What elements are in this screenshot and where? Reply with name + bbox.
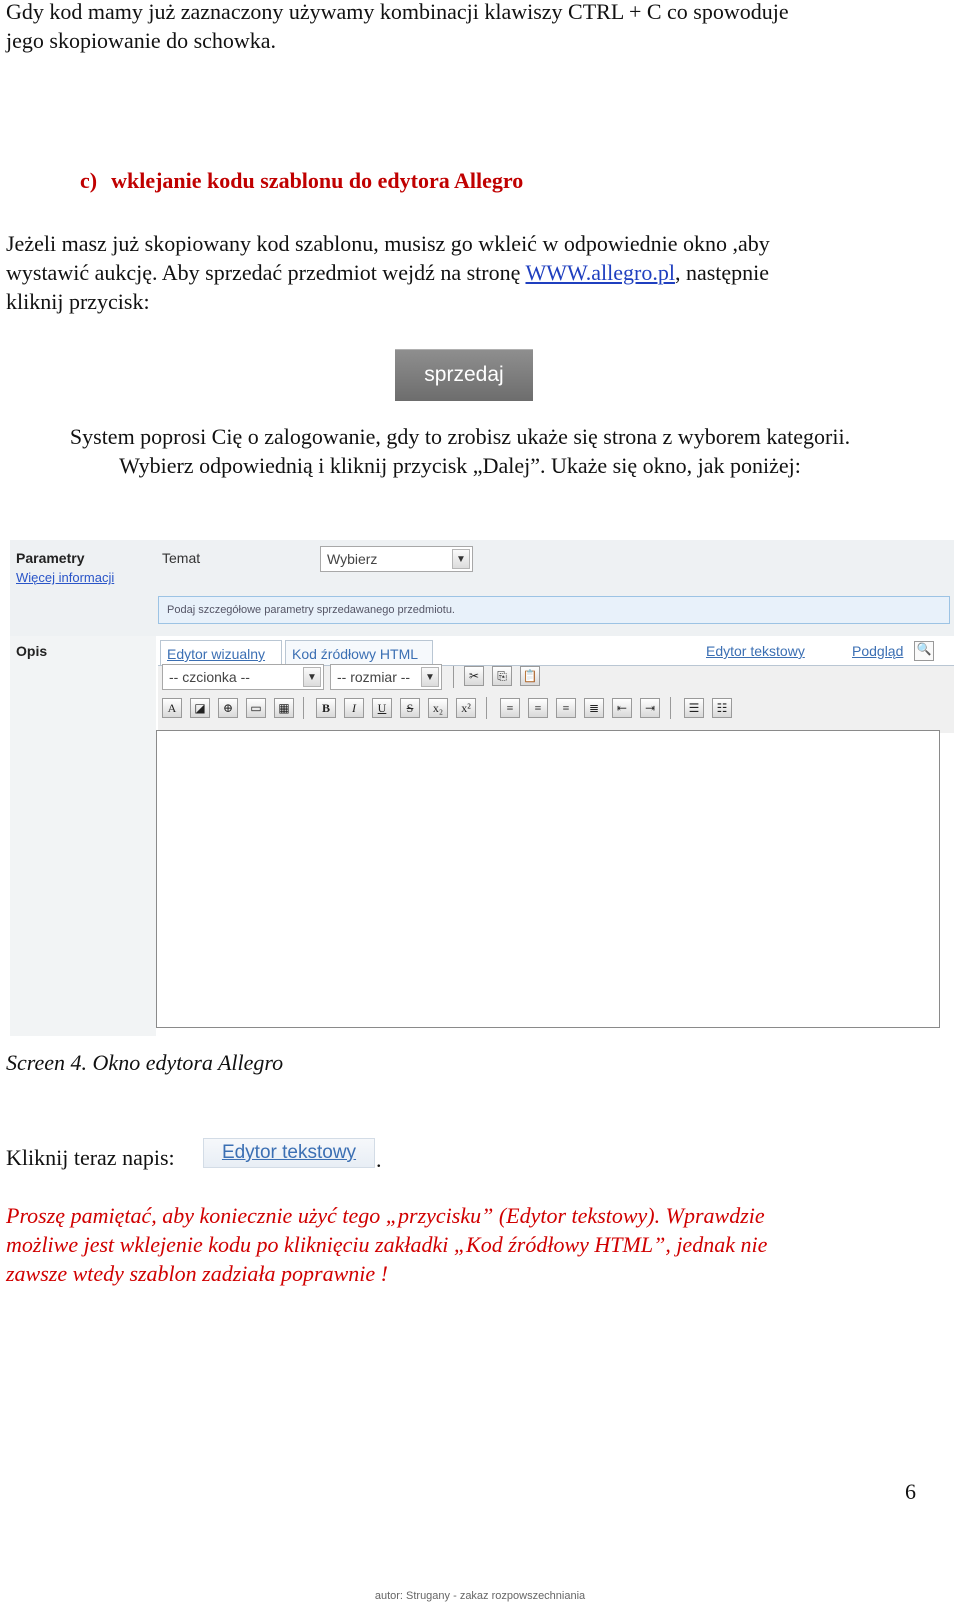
link-icon[interactable]: ⊕: [218, 698, 238, 718]
bullet-list-icon[interactable]: ☷: [712, 698, 732, 718]
para1-line-2: [6, 258, 769, 287]
opis-strip: [10, 636, 156, 1036]
temat-label: Temat: [162, 550, 201, 566]
strike-button[interactable]: S: [400, 698, 420, 718]
temat-select-value: Wybierz: [327, 551, 378, 567]
tab-html-source[interactable]: Kod źródłowy HTML: [285, 640, 433, 666]
highlight-icon[interactable]: ◪: [190, 698, 210, 718]
chevron-down-icon: ▼: [421, 667, 439, 687]
toolbar-separator: [453, 666, 454, 688]
click-period: .: [376, 1147, 382, 1172]
warning-line-2: możliwe jest wklejenie kodu po kliknięciu zakładki „Kod źródłowy HTML”, jednak nie: [6, 1232, 768, 1257]
image-icon[interactable]: ▭: [246, 698, 266, 718]
warning-line-3: zawsze wtedy szablon zadziała poprawnie !: [6, 1261, 388, 1286]
font-color-icon[interactable]: A: [162, 698, 182, 718]
section-title: wklejanie kodu szablonu do edytora Allegro: [111, 168, 524, 193]
temat-select[interactable]: [320, 546, 473, 572]
screen-caption: Screen 4. Okno edytora Allegro: [6, 1050, 284, 1075]
copy-icon[interactable]: ⎘: [492, 666, 512, 686]
table-icon[interactable]: ▦: [274, 698, 294, 718]
para2-line-2: Wybierz odpowiednią i kliknij przycisk „Dalej”. Ukaże się okno, jak poniżej:: [119, 453, 801, 478]
superscript-button[interactable]: x²: [456, 698, 476, 718]
chevron-down-icon: ▼: [452, 549, 470, 569]
italic-button[interactable]: I: [344, 698, 364, 718]
align-right-icon[interactable]: ≡: [556, 698, 576, 718]
size-select[interactable]: [330, 664, 442, 690]
opis-label: Opis: [16, 643, 48, 659]
allegro-link[interactable]: WWW.allegro.pl: [525, 260, 675, 285]
page-number: 6: [905, 1479, 916, 1504]
preview-link[interactable]: Podgląd: [852, 643, 904, 659]
cut-icon[interactable]: ✂: [464, 666, 484, 686]
intro-line-2: jego skopiowanie do schowka.: [6, 28, 277, 53]
para1-line-2-text: wystawić aukcję. Aby sprzedać przedmiot wejdź na stronę: [6, 260, 526, 285]
subscript-button[interactable]: x₂: [428, 698, 448, 718]
preview-icon[interactable]: 🔍: [914, 641, 934, 661]
para2-line-1: System poprosi Cię o zalogowanie, gdy to zrobisz ukaże się strona z wyborem kategorii.: [69, 424, 851, 449]
align-left-icon[interactable]: ≡: [500, 698, 520, 718]
tab-visual-editor[interactable]: Edytor wizualny: [160, 640, 282, 666]
params-hint: Podaj szczegółowe parametry sprzedawanego przedmiotu.: [158, 596, 950, 624]
warning-line-1: Proszę pamiętać, aby koniecznie użyć tego „przycisku” (Edytor tekstowy). Wprawdzie: [6, 1203, 765, 1228]
text-editor-button-image: Edytor tekstowy: [203, 1138, 375, 1168]
font-select[interactable]: [162, 664, 324, 690]
toolbar-separator: [486, 697, 487, 719]
more-info-link[interactable]: Więcej informacji: [16, 570, 115, 585]
para1-line-2-tail: , następnie: [674, 260, 770, 285]
chevron-down-icon: ▼: [303, 667, 321, 687]
outdent-icon[interactable]: ⇤: [612, 698, 632, 718]
toolbar-separator: [670, 697, 671, 719]
indent-icon[interactable]: ⇥: [640, 698, 660, 718]
align-center-icon[interactable]: ≡: [528, 698, 548, 718]
align-justify-icon[interactable]: ≣: [584, 698, 604, 718]
underline-button[interactable]: U: [372, 698, 392, 718]
para1-line-1: Jeżeli masz już skopiowany kod szablonu, musisz go wkleić w odpowiednie okno ,aby: [6, 231, 770, 256]
numbered-list-icon[interactable]: ☰: [684, 698, 704, 718]
para1-line-3: kliknij przycisk:: [6, 289, 150, 314]
section-number: c): [80, 168, 98, 193]
description-editor-area[interactable]: [156, 730, 940, 1028]
sell-button[interactable]: sprzedaj: [395, 349, 533, 401]
footer-note: autor: Strugany - zakaz rozpowszechniania: [374, 1590, 586, 1602]
params-label: Parametry: [16, 550, 85, 566]
editor-screenshot: [10, 540, 954, 1045]
bold-button[interactable]: B: [316, 698, 336, 718]
section-heading: [80, 168, 523, 194]
font-select-value: -- czcionka --: [169, 669, 250, 685]
toolbar-separator: [303, 697, 304, 719]
click-instruction: Kliknij teraz napis:: [6, 1145, 175, 1170]
text-editor-link[interactable]: Edytor tekstowy: [706, 643, 805, 659]
warning-text: [6, 1201, 906, 1288]
paste-icon[interactable]: 📋: [520, 666, 540, 686]
size-select-value: -- rozmiar --: [337, 669, 411, 685]
intro-line-1: Gdy kod mamy już zaznaczony używamy kombinacji klawiszy CTRL + C co spowoduje: [6, 0, 789, 24]
